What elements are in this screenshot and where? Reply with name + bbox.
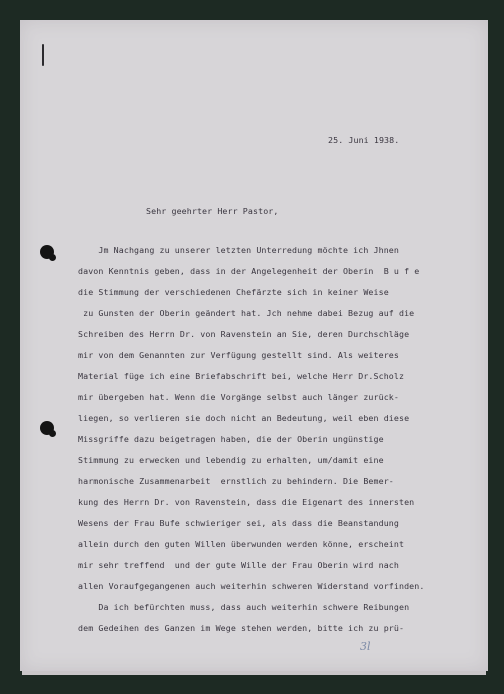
pencil-annotation: 3l (360, 640, 371, 653)
punch-hole-upper (40, 245, 54, 259)
body-line: Stimmung zu erwecken und lebendig zu erhalten, um/damit eine (78, 455, 384, 465)
body-line: mir von dem Genannten zur Verfügung gestellt sind. Als weiteres (78, 350, 399, 360)
margin-mark (42, 44, 44, 66)
letter-date: 25. Juni 1938. (328, 135, 400, 145)
body-line: kung des Herrn Dr. von Ravenstein, dass die Eigenart des innersten (78, 497, 415, 507)
body-line: harmonische Zusammenarbeit ernstlich zu behindern. Die Bemer- (78, 476, 394, 486)
body-line: Material füge ich eine Briefabschrift bei, welche Herr Dr.Scholz (78, 371, 405, 381)
punch-hole-lower (40, 421, 54, 435)
body-line: Jm Nachgang zu unserer letzten Unterredung möchte ich Jhnen (78, 245, 399, 255)
paper-sheet (20, 20, 488, 671)
body-line: Missgriffe dazu beigetragen haben, die der Oberin ungünstige (78, 434, 384, 444)
body-line: allen Voraufgegangenen auch weiterhin schweren Widerstand vorfinden. (78, 581, 425, 591)
body-line: davon Kenntnis geben, dass in der Angelegenheit der Oberin B u f e (78, 266, 420, 276)
body-line: mir sehr treffend und der gute Wille der Frau Oberin wird nach (78, 560, 399, 570)
body-line: Wesens der Frau Bufe schwieriger sei, als dass die Beanstandung (78, 518, 399, 528)
body-line: liegen, so verlieren sie doch nicht an Bedeutung, weil eben diese (78, 413, 410, 423)
body-line: Da ich befürchten muss, dass auch weiterhin schwere Reibungen (78, 602, 410, 612)
body-line: die Stimmung der verschiedenen Chefärzte sich in keiner Weise (78, 287, 389, 297)
body-line: allein durch den guten Willen überwunden werden könne, erscheint (78, 539, 405, 549)
body-line: dem Gedeihen des Ganzen im Wege stehen werden, bitte ich zu prü- (78, 623, 405, 633)
body-line: zu Gunsten der Oberin geändert hat. Jch nehme dabei Bezug auf die (78, 308, 415, 318)
body-line: Schreiben des Herrn Dr. von Ravenstein an Sie, deren Durchschläge (78, 329, 410, 339)
body-line: mir übergeben hat. Wenn die Vorgänge selbst auch länger zurück- (78, 392, 399, 402)
letter-salutation: Sehr geehrter Herr Pastor, (146, 206, 279, 216)
underlying-sheet-edge (22, 671, 486, 675)
